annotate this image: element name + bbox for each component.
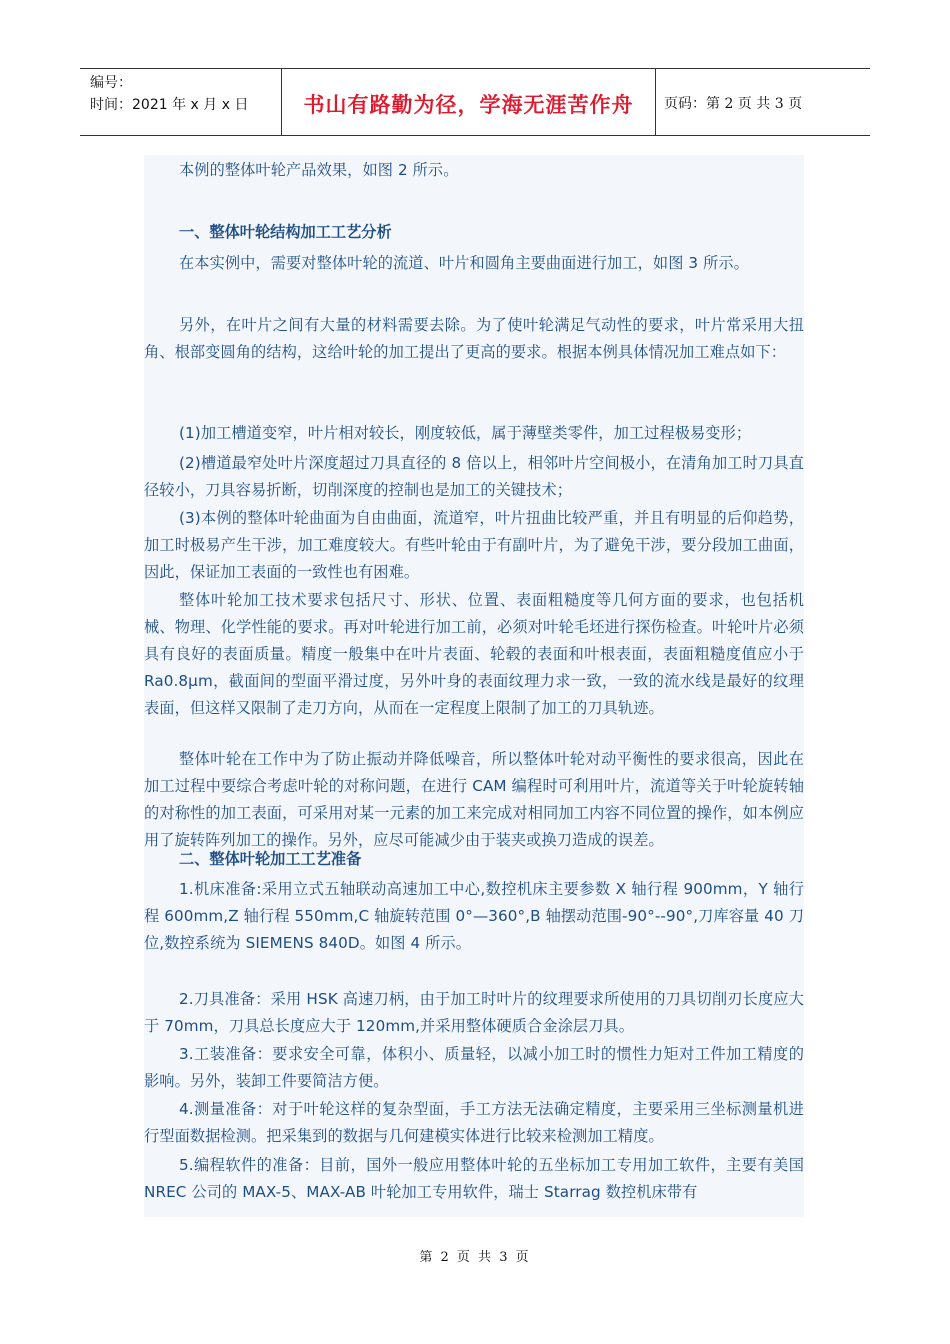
header-motto-cell — [282, 69, 656, 135]
page-info-text: 页码：第 2 页 共 3 页 — [664, 96, 803, 112]
paragraph-difficulty-intro: 另外，在叶片之间有大量的材料需要去除。为了使叶轮满足气动性的要求，叶片常采用大扭角、根部变圆角的结构，这给叶轮的加工提出了更高的要求。根据本例具体情况加工难点如下： — [144, 316, 804, 361]
page-header — [80, 68, 870, 136]
motto-text: 书山有路勤为径，学海无涯苦作舟 — [303, 92, 634, 117]
header-page-info — [656, 69, 870, 135]
section-heading-1: 一、整体叶轮结构加工工艺分析 — [179, 223, 392, 241]
paragraph-difficulty-1: (1)加工槽道变窄，叶片相对较长，刚度较低，属于薄壁类零件，加工过程极易变形； — [179, 424, 752, 442]
paragraph-measure-prep: 4.测量准备：对于叶轮这样的复杂型面，手工方法无法确定精度，主要采用三坐标测量机进行型面数据检测。把采集到的数据与几何建模实体进行比较来检测加工精度。 — [144, 1100, 804, 1145]
paragraph-tool-prep: 2.刀具准备：采用 HSK 高速刀柄，由于加工时叶片的纹理要求所使用的刀具切削刃长度应大于 70mm，刀具总长度应大于 120mm,并采用整体硬质合金涂层刀具。 — [144, 990, 804, 1035]
page-footer: 第 2 页 共 3 页 — [419, 1250, 531, 1265]
header-meta — [80, 69, 282, 135]
paragraph-balance: 整体叶轮在工作中为了防止振动并降低噪音，所以整体叶轮对动平衡性的要求很高，因此在加工过程中要综合考虑叶轮的对称问题，在进行 CAM 编程时可利用叶片，流道等关于叶轮旋转轴的对称性的加工表面，可采用对某一元素的加工来完成对相同加工内容不同位置的操作，如本例应用了旋转阵列加工的操作。另外，应尽可能减少由于装夹或换刀造成的误差。 — [144, 750, 804, 849]
paragraph-tech-requirements: 整体叶轮加工技术要求包括尺寸、形状、位置、表面粗糙度等几何方面的要求，也包括机械、物理、化学性能的要求。再对叶轮进行加工前，必须对叶轮毛坯进行探伤检查。叶轮叶片必须具有良好的表面质量。精度一般集中在叶片表面、轮毂的表面和叶根表面，表面粗糙度值应小于 Ra0.8μm，截面间的型面平滑过度，另外叶身的表面纹理力求一致，一致的流水线是最好的纹理表面，但这样又限制了走刀方向，从而在一定程度上限制了加工的刀具轨迹。 — [144, 591, 804, 717]
paragraph-software-prep: 5.编程软件的准备：目前，国外一般应用整体叶轮的五坐标加工专用加工软件，主要有美国 NREC 公司的 MAX-5、MAX-AB 叶轮加工专用软件，瑞士 Starrag 数控机床带有 — [144, 1156, 804, 1201]
number-label: 编号： — [90, 75, 132, 91]
document-body — [144, 155, 804, 1217]
paragraph-machine-prep: 1.机床准备:采用立式五轴联动高速加工中心,数控机床主要参数 X 轴行程 900mm，Y 轴行程 600mm,Z 轴行程 550mm,C 轴旋转范围 0°—360°,B 轴摆动范围-90°--90°,刀库容量 40 刀位,数控系统为 SIEMENS 840D。如图 4 所示。 — [144, 880, 804, 952]
paragraph-product-effect: 本例的整体叶轮产品效果，如图 2 所示。 — [179, 161, 459, 179]
paragraph-fixture-prep: 3.工装准备：要求安全可靠，体积小、质量轻，以减小加工时的惯性力矩对工件加工精度的影响。另外，装卸工件要简洁方便。 — [144, 1045, 804, 1090]
time-label: 时间：2021 年 x 月 x 日 — [90, 97, 249, 113]
section-heading-2: 二、整体叶轮加工工艺准备 — [179, 850, 362, 868]
paragraph-surfaces: 在本实例中，需要对整体叶轮的流道、叶片和圆角主要曲面进行加工，如图 3 所示。 — [179, 254, 749, 272]
paragraph-difficulty-2: (2)槽道最窄处叶片深度超过刀具直径的 8 倍以上，相邻叶片空间极小，在清角加工时刀具直径较小，刀具容易折断，切削深度的控制也是加工的关键技术； — [144, 454, 804, 499]
paragraph-difficulty-3: (3)本例的整体叶轮曲面为自由曲面，流道窄，叶片扭曲比较严重，并且有明显的后仰趋势，加工时极易产生干涉，加工难度较大。有些叶轮由于有副叶片，为了避免干涉，要分段加工曲面，因此，保证加工表面的一致性也有困难。 — [144, 509, 804, 581]
